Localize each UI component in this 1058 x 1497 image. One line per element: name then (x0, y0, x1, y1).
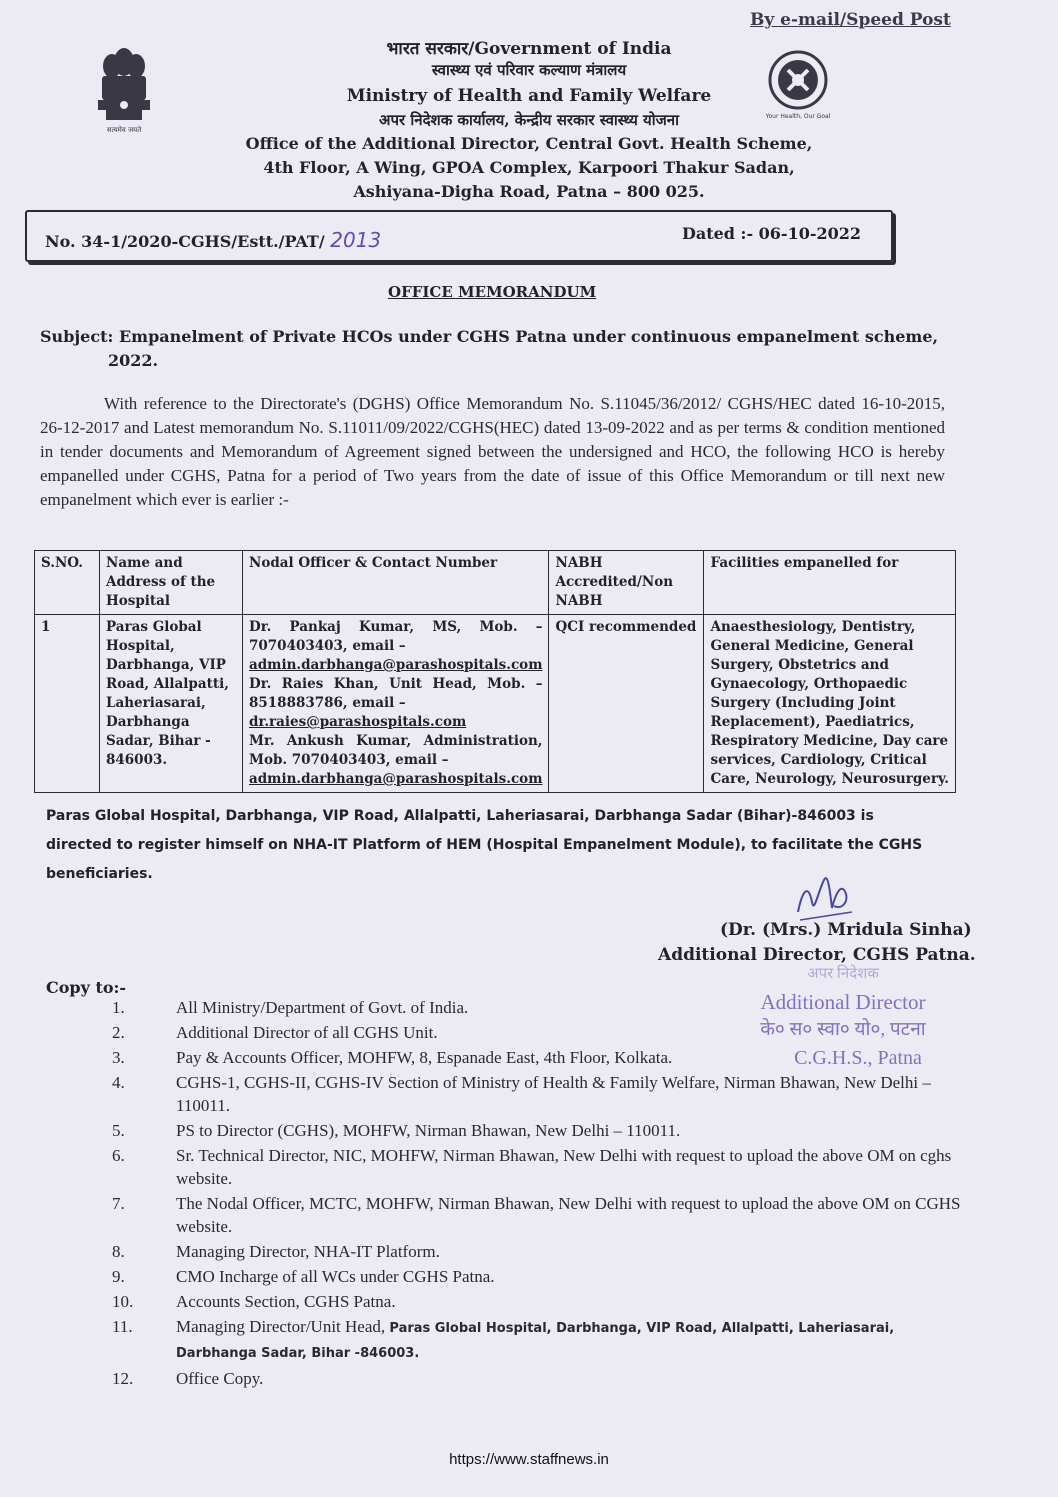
col-sno: S.NO. (35, 551, 100, 615)
list-item-num: 10. (112, 1292, 134, 1311)
list-item-text: The Nodal Officer, MCTC, MOHFW, Nirman Bhawan, New Delhi with request to upload the above OM on CGHS website. (176, 1194, 961, 1236)
reference-box (25, 210, 893, 262)
stamp-english-place: C.G.H.S., Patna (794, 1047, 922, 1069)
document-title: OFFICE MEMORANDUM (388, 283, 597, 301)
cell-nodal (243, 615, 549, 793)
cell-hospital: Paras Global Hospital, Darbhanga, VIP Road, Allalpatti, Laheriasarai, Darbhanga Sadar, Bihar - 846003. (100, 615, 243, 793)
list-item-num: 6. (112, 1146, 125, 1165)
list-item (104, 1367, 964, 1390)
header-address-2: Ashiyana-Digha Road, Patna – 800 025. (353, 182, 705, 201)
list-item-text: CGHS-1, CGHS-II, CGHS-IV Section of Ministry of Health & Family Welfare, Nirman Bhawan, New Delhi – 110011. (176, 1073, 931, 1115)
list-item-text: PS to Director (CGHS), MOHFW, Nirman Bhawan, New Delhi – 110011. (176, 1121, 681, 1140)
stamp-english-title: Additional Director (760, 990, 926, 1014)
subject (40, 325, 940, 373)
header-ministry: Ministry of Health and Family Welfare (346, 86, 712, 106)
list-item-text: Managing Director, NHA-IT Platform. (176, 1242, 440, 1261)
list-item (104, 1071, 964, 1117)
nodal-email-2[interactable]: dr.raies@parashospitals.com (249, 714, 467, 730)
header-ministry-hindi: स्वास्थ्य एवं परिवार कल्याण मंत्रालय (431, 61, 627, 79)
signature-icon (790, 862, 860, 928)
header-govt-line: भारत सरकार/Government of India (386, 39, 672, 59)
list-item-bold-text: Paras Global Hospital, Darbhanga, VIP Road, Allalpatti, Laheriasarai, Darbhanga Sadar, Bihar -846003. (176, 1321, 895, 1361)
body-text: With reference to the Directorate's (DGHS) Office Memorandum No. S.11045/36/2012/ CGHS/HEC dated 16-10-2015, 26-12-2017 and Latest memorandum No. S.11011/09/2022/CGHS(HEC) dated 13-09-2022 and as per terms & condition mentioned in tender documents and Memorandum of Agreement signed between the undersigned and HCO, the following HCO is hereby empanelled under CGHS, Patna for a period of Two years from the date of issue of this Office Memorandum or till next new empanelment which ever is earlier :- (40, 394, 945, 509)
list-item-num: 9. (112, 1267, 125, 1286)
nodal-email-3[interactable]: admin.darbhanga@parashospitals.com (249, 771, 543, 787)
header-office: Office of the Additional Director, Central Govt. Health Scheme, (245, 134, 813, 153)
list-item (104, 1021, 964, 1044)
copy-to-list (104, 996, 964, 1392)
list-item-num: 12. (112, 1369, 134, 1388)
list-item-num: 8. (112, 1242, 125, 1261)
list-item-text: Pay & Accounts Officer, MOHFW, 8, Espanade East, 4th Floor, Kolkata. (176, 1048, 673, 1067)
cell-sno: 1 (35, 615, 100, 793)
nodal-1: Dr. Pankaj Kumar, MS, Mob. – 7070403403, email – (249, 619, 543, 654)
col-hospital: Name and Address of the Hospital (100, 551, 243, 615)
copy-to-label: Copy to:- (46, 978, 127, 997)
reference-number (45, 228, 381, 252)
list-item-text: Additional Director of all CGHS Unit. (176, 1023, 438, 1042)
list-item-text: Sr. Technical Director, NIC, MOHFW, Nirman Bhawan, New Delhi with request to upload the above OM on cghs website. (176, 1146, 952, 1188)
stamp-hindi-title: अपर निदेशक (807, 966, 879, 982)
dispatch-mode: By e-mail/Speed Post (750, 10, 951, 30)
col-facilities: Facilities empanelled for (704, 551, 956, 615)
subject-line-1: Subject: Empanelment of Private HCOs under CGHS Patna under continuous empanelment scheme, (40, 327, 939, 346)
subject-line-2: 2022. (108, 351, 159, 370)
svg-text:Your Health, Our Goal: Your Health, Our Goal (766, 113, 830, 120)
reference-number-text: No. 34-1/2020-CGHS/Estt./PAT/ (45, 232, 325, 251)
cell-facilities: Anaesthesiology, Dentistry, General Medicine, General Surgery, Obstetrics and Gynaecology, Orthopaedic Surgery (Including Joint Replacement), Paediatrics, Respiratory Medicine, Day care services, Cardiology, Critical Care, Neurology, Neurosurgery. (704, 615, 956, 793)
directive-paragraph: Paras Global Hospital, Darbhanga, VIP Road, Allalpatti, Laheriasarai, Darbhanga Sadar (Bihar)-846003 is directed to register himself on NHA-IT Platform of HEM (Hospital Empanelment Module), to facilitate the CGHS beneficiaries. (46, 808, 923, 882)
list-item-num: 11. (112, 1317, 133, 1336)
list-item-text: Office Copy. (176, 1369, 264, 1388)
signatory-name: (Dr. (Mrs.) Mridula Sinha) (720, 920, 972, 940)
list-item (104, 1290, 964, 1313)
list-item-num: 1. (112, 998, 125, 1017)
list-item (104, 1119, 964, 1142)
list-item-text: CMO Incharge of all WCs under CGHS Patna. (176, 1267, 495, 1286)
list-item-num: 4. (112, 1073, 125, 1092)
list-item (104, 1192, 964, 1238)
body-paragraph (40, 392, 945, 512)
col-nodal: Nodal Officer & Contact Number (243, 551, 549, 615)
footer-url[interactable]: https://www.staffnews.in (449, 1451, 609, 1468)
list-item (104, 1046, 964, 1069)
nodal-2: Dr. Raies Khan, Unit Head, Mob. – 8518883786, email – (249, 676, 543, 711)
nodal-email-1[interactable]: admin.darbhanga@parashospitals.com (249, 657, 543, 673)
handwritten-number: 2013 (330, 228, 382, 252)
reference-date: Dated :- 06-10-2022 (681, 224, 861, 243)
list-item-num: 2. (112, 1023, 125, 1042)
table-row (35, 615, 956, 793)
signatory-designation: Additional Director, CGHS Patna. (658, 945, 976, 965)
hco-table (34, 550, 956, 793)
list-item-num: 7. (112, 1194, 125, 1213)
list-item (104, 1240, 964, 1263)
svg-text:सत्यमेव जयते: सत्यमेव जयते (106, 126, 142, 134)
header-office-hindi: अपर निदेशक कार्यालय, केन्द्रीय सरकार स्वास्थ्य योजना (379, 111, 679, 129)
list-item (104, 1265, 964, 1288)
list-item-text: Managing Director/Unit Head, (176, 1317, 386, 1336)
list-item-text: Accounts Section, CGHS Patna. (176, 1292, 396, 1311)
list-item-num: 5. (112, 1121, 125, 1140)
col-nabh: NABH Accredited/Non NABH (549, 551, 704, 615)
list-item (104, 1144, 964, 1190)
list-item (104, 1315, 964, 1365)
list-item-text: All Ministry/Department of Govt. of India. (176, 998, 469, 1017)
nodal-3: Mr. Ankush Kumar, Administration, Mob. 7070403403, email – (249, 733, 543, 768)
list-item (104, 996, 964, 1019)
list-item-num: 3. (112, 1048, 125, 1067)
cell-nabh: QCI recommended (549, 615, 704, 793)
table-header-row (35, 551, 956, 615)
stamp-hindi-place: के० स० स्वा० यो०, पटना (760, 1019, 926, 1040)
header-address-1: 4th Floor, A Wing, GPOA Complex, Karpoori Thakur Sadan, (263, 158, 795, 177)
